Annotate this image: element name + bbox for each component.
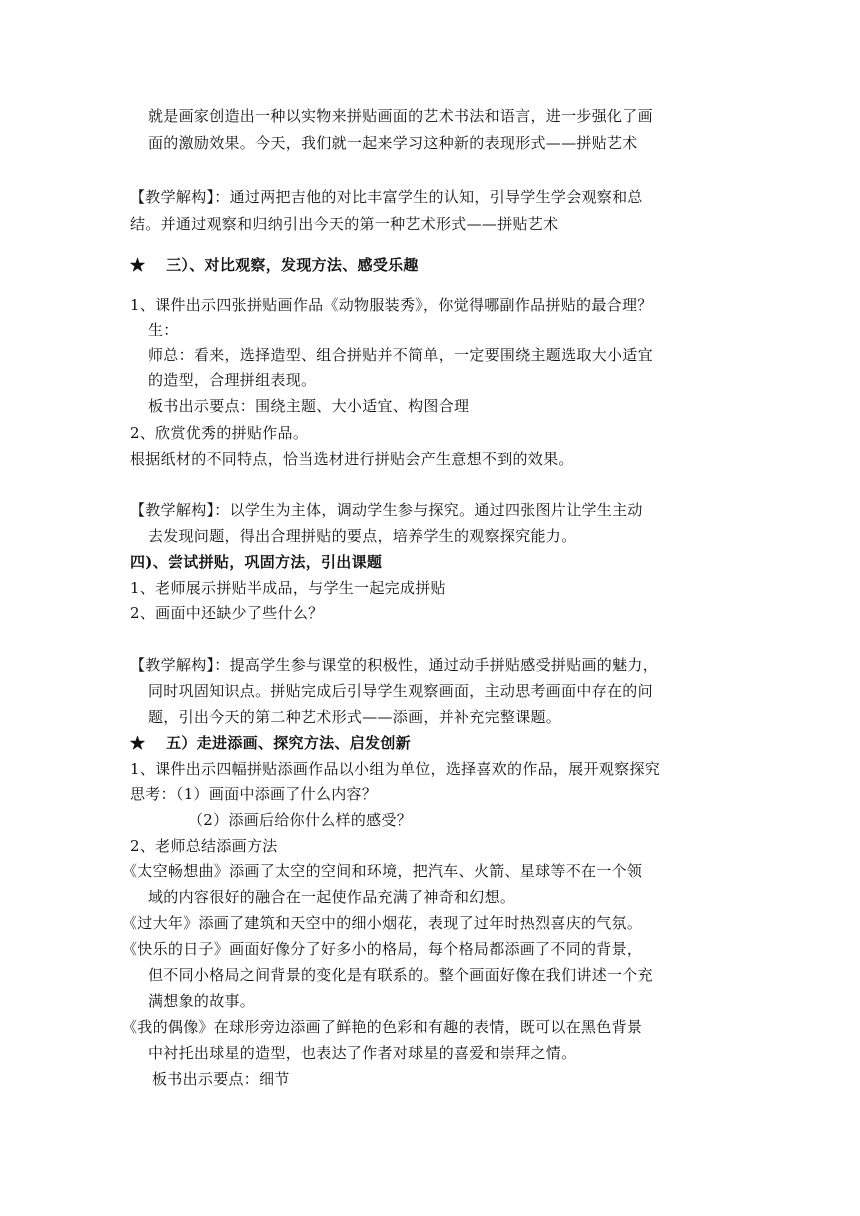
text-line: 【教学解构】：通过两把吉他的对比丰富学生的认知，引导学生学会观察和总 (130, 188, 643, 206)
text-line: 题，引出今天的第二种艺术形式——添画，并补充完整课题。 (148, 708, 562, 726)
section-heading: 四)、尝试拼贴，巩固方法，引出课题 (130, 553, 383, 571)
text-line: 《快乐的日子》画面好像分了好多小的格局，每个格局都添画了不同的背景， (122, 940, 643, 958)
text-line: （2）添画后给你什么样的感受？ (188, 811, 413, 829)
text-line: 满想象的故事。 (148, 992, 256, 1010)
text-line: 《过大年》添画了建筑和天空中的细小烟花，表现了过年时热烈喜庆的气氛。 (122, 914, 643, 932)
text-line: 2、老师总结添画方法 (130, 837, 278, 855)
text-line: 1、课件出示四幅拼贴添画作品以小组为单位，选择喜欢的作品，展开观察探究 (130, 760, 661, 778)
text-line: 同时巩固知识点。拼贴完成后引导学生观察画面，主动思考画面中存在的问 (148, 682, 653, 700)
text-line: 中衬托出球星的造型，也表达了作者对球星的喜爱和崇拜之情。 (148, 1044, 577, 1062)
text-line: 的造型，合理拼组表现。 (148, 371, 317, 389)
text-line: 师总：看来，选择造型、组合拼贴并不简单，一定要围绕主题选取大小适宜 (148, 346, 653, 364)
section-heading: ★ 五）走进添画、探究方法、启发创新 (130, 734, 411, 752)
text-line: 生： (148, 321, 179, 339)
text-line: 1、课件出示四张拼贴画作品《动物服装秀》，你觉得哪副作品拼贴的最合理？ (130, 296, 653, 314)
text-line: 2、欣赏优秀的拼贴作品。 (130, 424, 309, 442)
text-line: 思考：（1）画面中添画了什么内容？ (130, 785, 378, 803)
text-line: 《太空畅想曲》添画了太空的空间和环境，把汽车、火箭、星球等不在一个领 (122, 862, 643, 880)
text-line: 就是画家创造出一种以实物来拼贴画面的艺术书法和语言，进一步强化了画 (148, 107, 653, 125)
text-line: 根据纸材的不同特点，恰当选材进行拼贴会产生意想不到的效果。 (130, 450, 574, 468)
text-line: 域的内容很好的融合在一起使作品充满了神奇和幻想。 (148, 888, 516, 906)
text-line: 面的激励效果。今天，我们就一起来学习这种新的表现形式——拼贴艺术 (148, 134, 638, 152)
text-line: 【教学解构】：以学生为主体，调动学生参与探究。通过四张图片让学生主动 (130, 501, 643, 519)
text-line: 但不同小格局之间背景的变化是有联系的。整个画面好像在我们讲述一个充 (148, 966, 653, 984)
section-heading: ★ 三）、对比观察，发现方法、感受乐趣 (130, 256, 419, 274)
text-line: 1、老师展示拼贴半成品，与学生一起完成拼贴 (130, 579, 446, 597)
text-line: 《我的偶像》在球形旁边添画了鲜艳的色彩和有趣的表情，既可以在黑色背景 (122, 1018, 643, 1036)
text-line: 结。并通过观察和归纳引出今天的第一种艺术形式——拼贴艺术 (130, 215, 559, 233)
text-line: 【教学解构】：提高学生参与课堂的积极性，通过动手拼贴感受拼贴画的魅力， (130, 656, 659, 674)
text-line: 去发现问题，得出合理拼贴的要点，培养学生的观察探究能力。 (148, 527, 577, 545)
text-line: 板书出示要点：细节 (152, 1070, 290, 1088)
text-line: 2、画面中还缺少了些什么？ (130, 604, 324, 622)
text-line: 板书出示要点：围绕主题、大小适宜、构图合理 (148, 397, 470, 415)
